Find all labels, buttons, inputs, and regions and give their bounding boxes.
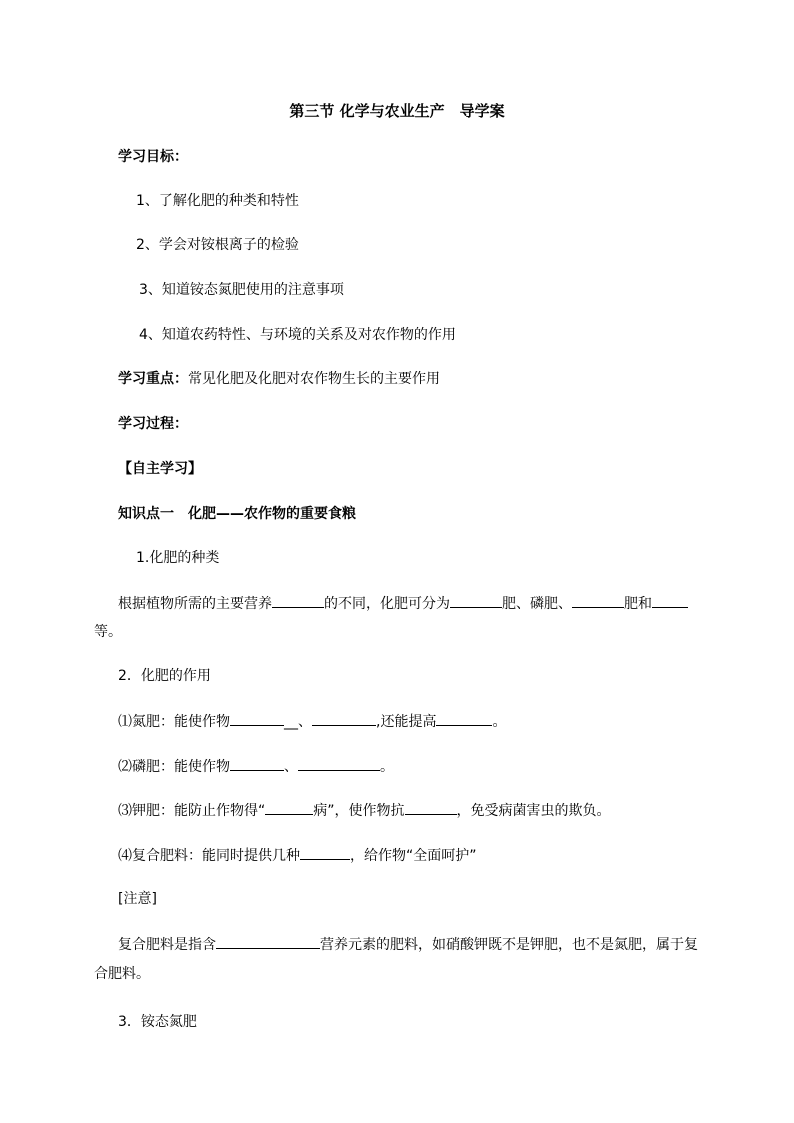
text: 的不同，化肥可分为: [324, 596, 450, 612]
text: 。: [380, 759, 394, 775]
section-1-paragraph: [118, 593, 688, 614]
fill-blank[interactable]: [300, 845, 350, 860]
self-study-heading: 【自主学习】: [118, 461, 202, 477]
text: 肥和: [624, 596, 652, 612]
goal-item-4: 4、知道农药特性、与环境的关系及对农作物的作用: [139, 327, 456, 343]
text: ⑵磷肥：能使作物: [118, 759, 230, 775]
fill-blank[interactable]: [272, 593, 324, 608]
text: 。: [492, 714, 507, 730]
fill-blank[interactable]: [312, 711, 376, 726]
fill-blank[interactable]: [436, 711, 492, 726]
key-point-text: 常见化肥及化肥对农作物生长的主要作用: [188, 371, 440, 387]
section-2-heading: 2．化肥的作用: [118, 668, 211, 684]
fill-blank[interactable]: [230, 756, 284, 771]
goal-item-3: 3、知道铵态氮肥使用的注意事项: [139, 282, 344, 298]
process-heading: 学习过程：: [118, 416, 188, 432]
compound-fertilizer-line: [118, 845, 477, 866]
potash-fertilizer-line: [118, 800, 611, 821]
note-paragraph: [118, 934, 698, 955]
text: ,还能提高: [376, 714, 437, 730]
knowledge-point-1-heading: 知识点一 化肥——农作物的重要食粮: [118, 506, 356, 522]
goal-item-1: 1、了解化肥的种类和特性: [136, 193, 299, 209]
fill-blank[interactable]: [572, 593, 624, 608]
fill-blank[interactable]: [216, 934, 320, 949]
text: __、: [284, 714, 312, 730]
phosphate-fertilizer-line: [118, 756, 394, 777]
text: 肥、磷肥、: [502, 596, 572, 612]
text: 营养元素的肥料，如硝酸钾既不是钾肥，也不是氮肥，属于复: [320, 937, 698, 953]
key-point-label: 学习重点：: [118, 371, 188, 387]
goals-heading: 学习目标：: [118, 149, 188, 165]
text: 复合肥料是指含: [118, 937, 216, 953]
fill-blank[interactable]: [298, 756, 380, 771]
fill-blank[interactable]: [265, 800, 313, 815]
fill-blank[interactable]: [450, 593, 502, 608]
page-title: 第三节 化学与农业生产 导学案: [289, 102, 505, 120]
note-heading: [注意]: [118, 891, 157, 907]
text: ，给作物“全面呵护”: [350, 848, 477, 864]
nitrogen-fertilizer-line: [118, 711, 506, 732]
fill-blank[interactable]: [405, 800, 457, 815]
text: 、: [284, 759, 298, 775]
text: ⑷复合肥料：能同时提供几种: [118, 848, 300, 864]
section-1-heading: 1.化肥的种类: [136, 550, 220, 566]
text: ⑴氮肥：能使作物: [118, 714, 230, 730]
fill-blank[interactable]: [230, 711, 284, 726]
note-paragraph-end: 合肥料。: [94, 966, 150, 982]
text: ⑶钾肥：能防止作物得“: [118, 803, 266, 819]
text: 病”，使作物抗: [313, 803, 405, 819]
section-3-heading: 3．铵态氮肥: [118, 1014, 197, 1030]
goal-item-2: 2、学会对铵根离子的检验: [136, 237, 299, 253]
key-point: [118, 369, 440, 389]
text: ，免受病菌害虫的欺负。: [456, 803, 611, 819]
section-1-paragraph-end: 等。: [94, 624, 122, 640]
text: 根据植物所需的主要营养: [118, 596, 272, 612]
fill-blank[interactable]: [652, 593, 688, 608]
